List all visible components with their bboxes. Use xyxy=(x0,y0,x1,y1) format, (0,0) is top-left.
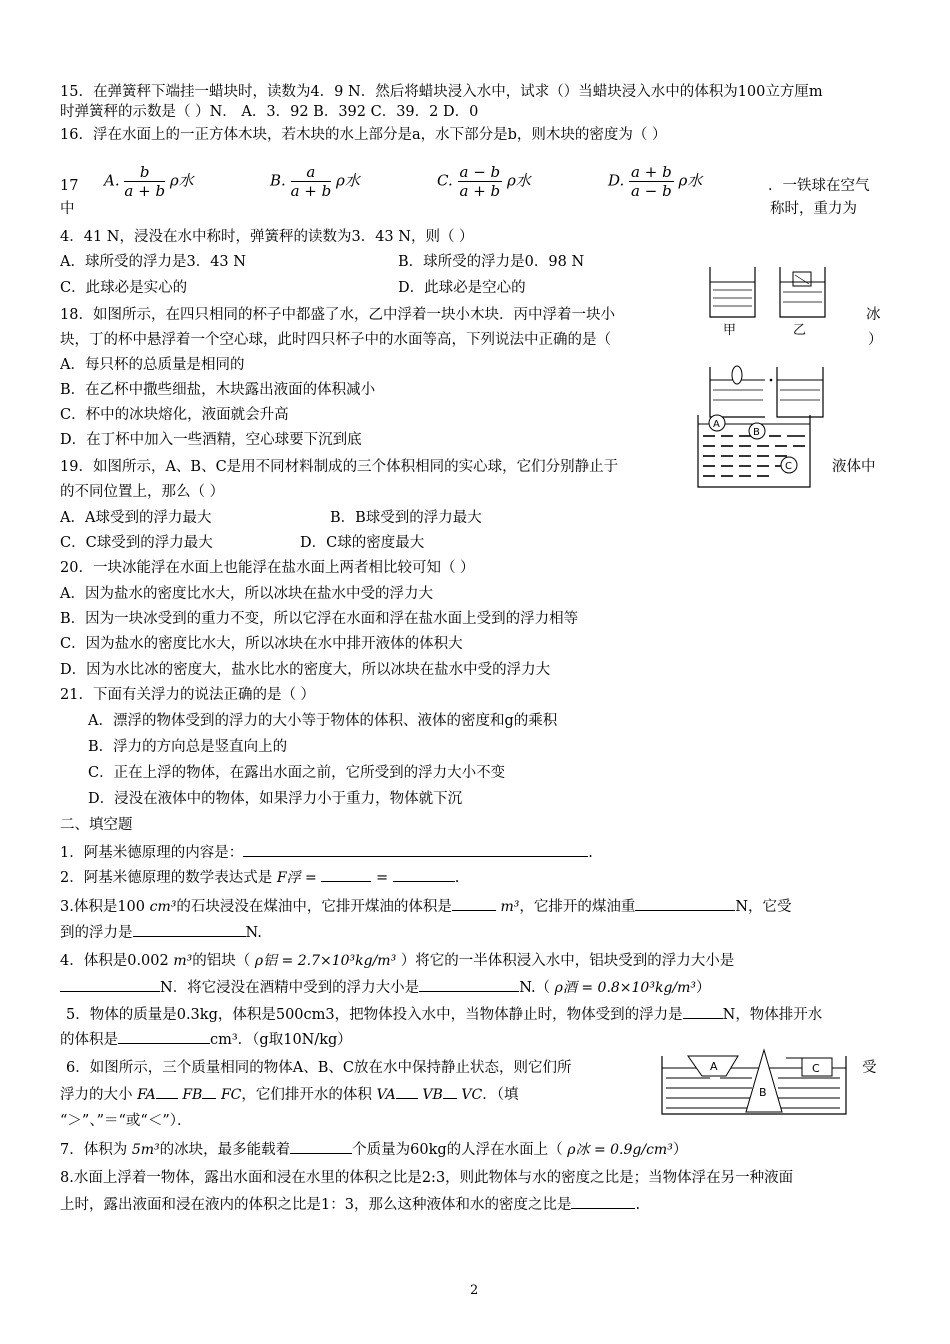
fig-label-yi: 乙 xyxy=(793,323,807,338)
q17-opt-a: A．球所受的浮力是3．43 N xyxy=(60,254,246,270)
option-d-label: D. xyxy=(608,171,625,190)
option-a-den: a + b xyxy=(124,182,166,200)
fill-5-blank-2[interactable] xyxy=(118,1029,210,1044)
fill-4-line2a: N．将它浸没在酒精中受到的浮力大小是 xyxy=(160,980,420,996)
three-objects-figure xyxy=(660,1048,850,1118)
q19-opt-c: C．C球受到的浮力最大 xyxy=(60,535,213,551)
fill-3-line2a: 到的浮力是 xyxy=(60,925,133,941)
fill-6-line1: 6．如图所示，三个质量相同的物体A、B、C放在水中保持静止状态，则它们所 xyxy=(66,1060,572,1076)
option-c-formula xyxy=(437,163,531,200)
q18-opt-b: B．在乙杯中撒些细盐，木块露出液面的体积减小 xyxy=(60,382,376,398)
object-b-label: B xyxy=(759,1086,767,1099)
q20-opt-b: B．因为一块冰受到的重力不变，所以它浮在水面和浮在盐水面上受到的浮力相等 xyxy=(60,611,579,627)
q21-opt-a: A．漂浮的物体受到的浮力的大小等于物体的体积、液体的密度和g的乘积 xyxy=(88,713,558,729)
q21-opt-c: C．正在上浮的物体，在露出水面之前，它所受到的浮力大小不变 xyxy=(88,765,506,781)
fill-3-blank-1[interactable] xyxy=(452,896,496,911)
object-a-label: A xyxy=(710,1060,718,1073)
option-b-formula xyxy=(270,163,360,200)
fill-2-eq: = xyxy=(375,870,389,886)
q15-line2: 时弹簧秤的示数是（ ）N． A．3．92 B．392 C．39．2 D．0 xyxy=(60,104,479,120)
q18-opt-a: A．每只杯的总质量是相同的 xyxy=(60,357,245,373)
q18-line2-tail: ） xyxy=(868,332,883,348)
option-d-formula xyxy=(608,163,702,200)
fill-6-blank-4[interactable] xyxy=(443,1084,457,1099)
fill-5-line2 xyxy=(60,1029,352,1050)
option-a-label: A. xyxy=(104,171,120,190)
fill-5-line2b: cm³．（g取10N/kg） xyxy=(210,1032,352,1048)
force-b: FB xyxy=(182,1087,203,1103)
option-b-den: a + b xyxy=(290,182,332,200)
cup-bing xyxy=(710,366,765,417)
balls-tank-figure xyxy=(695,412,815,490)
object-b-icon xyxy=(746,1050,782,1112)
q18-line2: 块，丁的杯中悬浮着一个空心球，此时四只杯子中的水面等高，下列说法中正确的是（ xyxy=(60,332,611,348)
fill-4-line2c: ） xyxy=(696,980,711,996)
q20-line1: 20．一块冰能浮在水面上也能浮在盐水面上两者相比较可知（ ） xyxy=(60,560,475,576)
rho-water: ρ水 xyxy=(506,171,531,190)
section-2-title: 二、填空题 xyxy=(60,817,133,833)
q20-opt-d: D．因为水比冰的密度大，盐水比水的密度大，所以冰块在盐水中受的浮力大 xyxy=(60,662,551,678)
page-number: 2 xyxy=(470,1283,479,1298)
fill-3-part4: N，它受 xyxy=(735,899,792,915)
volume-c: VC xyxy=(461,1087,483,1103)
option-c-label: C. xyxy=(437,171,453,190)
ball-b-label: B xyxy=(753,427,760,438)
option-a-num: b xyxy=(124,163,165,182)
q17-tail2: 称时，重力为 xyxy=(770,201,857,217)
fill-6-line2 xyxy=(60,1084,518,1105)
option-a-formula xyxy=(104,163,194,200)
fill-7-part3: 个质量为60kg的人浮在水面上（ xyxy=(352,1142,563,1158)
fill-1-text: 1．阿基米德原理的内容是： xyxy=(60,845,244,861)
fill-6-line3: “＞”、”＝“或“＜”）． xyxy=(60,1113,192,1129)
fill-5-line1 xyxy=(66,1004,822,1025)
q20-opt-c: C．因为盐水的密度比水大，所以冰块在水中排开液体的体积大 xyxy=(60,636,463,652)
q17-tail1: ．一铁球在空气 xyxy=(768,178,870,194)
fill-2-blank-1[interactable] xyxy=(321,867,371,882)
fill-4-line1 xyxy=(60,951,734,971)
fill-3-part3: ，它排开的煤油重 xyxy=(519,899,636,915)
option-b-label: B. xyxy=(270,171,286,190)
force-a: FA xyxy=(137,1087,156,1103)
fill-3-line2b: N. xyxy=(245,925,262,941)
fill-7-blank[interactable] xyxy=(290,1139,352,1154)
option-b-num: a xyxy=(291,163,332,182)
q17-opt-b: B．球所受的浮力是0．98 N xyxy=(398,254,585,270)
fill-8-line2a: 上时，露出液面和浸在液内的体积之比是1：3，那么这种液体和水的密度之比是 xyxy=(60,1197,572,1213)
fill-8-line2b: . xyxy=(635,1197,641,1213)
fill-4-line2b: N.（ xyxy=(519,980,551,996)
fill-6-blank-2[interactable] xyxy=(202,1084,216,1099)
q17-opt-d: D．此球必是空心的 xyxy=(398,280,526,296)
fill-2-blank-2[interactable] xyxy=(393,867,455,882)
q19-opt-b: B．B球受到的浮力最大 xyxy=(330,510,482,526)
fill-4-part1: 4．体积是0.002 xyxy=(60,953,169,969)
buoyancy-formula: F浮 = xyxy=(276,870,317,886)
fill-4-blank-2[interactable] xyxy=(419,977,519,992)
fill-2 xyxy=(60,867,459,888)
fill-8-blank[interactable] xyxy=(571,1194,635,1209)
q17-prefix2: 中 xyxy=(60,201,75,217)
rho-water: ρ水 xyxy=(678,171,703,190)
fill-4-part2: 的铝块（ xyxy=(192,953,251,969)
fill-3-part2: 的石块浸没在煤油中，它排开煤油的体积是 xyxy=(176,899,452,915)
unit-m3: m³ xyxy=(173,953,193,969)
fill-2-text: 2．阿基米德原理的数学表达式是 xyxy=(60,870,273,886)
q19-line1-tail: 液体中 xyxy=(832,459,876,475)
four-cups-figure xyxy=(705,262,830,422)
q21-opt-d: D．浸没在液体中的物体，如果浮力小于重力，物体就下沉 xyxy=(88,791,463,807)
fill-8-line2 xyxy=(60,1194,640,1215)
q21-line1: 21．下面有关浮力的说法正确的是（ ） xyxy=(60,687,316,703)
fill-1-end: . xyxy=(588,845,593,861)
cup-ding xyxy=(777,367,823,417)
q19-line1: 19．如图所示，A、B、C是用不同材料制成的三个体积相同的实心球，它们分别静止于 xyxy=(60,459,619,475)
q16-line1: 16．浮在水面上的一正方体木块，若木块的水上部分是a，水下部分是b，则木块的密度为（ ） xyxy=(60,127,667,143)
fill-5-blank-1[interactable] xyxy=(683,1004,723,1019)
fill-5-line1b: N，物体排开水 xyxy=(722,1007,823,1023)
fill-6-line1-tail: 受 xyxy=(862,1060,877,1076)
option-c-num: a − b xyxy=(459,163,501,181)
option-d-den: a − b xyxy=(631,182,672,200)
fill-4-blank-1[interactable] xyxy=(60,977,160,992)
ice-volume: 5m³ xyxy=(131,1142,160,1158)
fig-label-jia: 甲 xyxy=(723,323,737,338)
volume-a: VA xyxy=(376,1087,396,1103)
fill-6-line2c: ．（填 xyxy=(482,1087,519,1103)
fill-7-part1: 7．体积为 xyxy=(60,1142,128,1158)
q18-line1-tail: 冰 xyxy=(866,307,881,323)
option-d-num: a + b xyxy=(631,163,672,181)
fill-1 xyxy=(60,842,593,863)
rho-alcohol: ρ酒 = 0.8×10³kg/m³ xyxy=(554,980,697,996)
q18-opt-c: C．杯中的冰块熔化，液面就会升高 xyxy=(60,407,289,423)
ball-a-label: A xyxy=(713,419,720,430)
q18-opt-d: D．在丁杯中加入一些酒精，空心球要下沉到底 xyxy=(60,432,362,448)
fill-3-line2 xyxy=(60,922,262,943)
fill-4-part3: ）将它的一半体积浸入水中，铝块受到的浮力大小是 xyxy=(400,953,735,969)
q17-line1: 4．41 N，浸没在水中称时，弹簧秤的读数为3．43 N，则（ ） xyxy=(60,229,474,245)
fill-6-line2b: ，它们排开水的体积 xyxy=(241,1087,372,1103)
fill-7-part2: 的冰块，最多能载着 xyxy=(159,1142,291,1158)
option-c-den: a + b xyxy=(459,182,501,200)
fill-3-line1 xyxy=(60,896,792,917)
fill-3-blank-3[interactable] xyxy=(133,922,246,937)
rho-ice: ρ冰 = 0.9g/cm³ xyxy=(567,1142,673,1158)
q19-opt-a: A．A球受到的浮力最大 xyxy=(60,510,212,526)
q20-opt-a: A．因为盐水的密度比水大，所以冰块在盐水中受的浮力大 xyxy=(60,586,433,602)
q18-line1: 18．如图所示，在四只相同的杯子中都盛了水，乙中浮着一块小木块．丙中浮着一块小 xyxy=(60,307,615,323)
q19-opt-d: D．C球的密度最大 xyxy=(300,535,425,551)
fill-5-line1-text: 5．物体的质量是0.3kg，体积是500cm3，把物体投入水中，当物体静止时，物体受到的浮力是 xyxy=(66,1007,683,1023)
q17-prefix: 17 xyxy=(60,178,79,194)
fill-4-line2 xyxy=(60,977,711,998)
force-c: FC xyxy=(220,1087,242,1103)
fill-8-line1: 8.水面上浮着一物体，露出水面和浸在水里的体积之比是2:3，则此物体与水的密度之比是；当物体浮在另一种液面 xyxy=(60,1170,794,1186)
rho-water: ρ水 xyxy=(169,171,194,190)
q17-opt-c: C．此球必是实心的 xyxy=(60,280,188,296)
rho-aluminum: ρ铝 = 2.7×10³kg/m³ xyxy=(254,953,397,969)
cup-jia xyxy=(710,267,755,317)
fill-6-line2a: 浮力的大小 xyxy=(60,1087,133,1103)
fill-3-blank-2[interactable] xyxy=(635,896,735,911)
fill-1-blank[interactable] xyxy=(243,842,588,857)
cup-yi xyxy=(780,267,825,317)
ball-c-label: C xyxy=(785,461,792,472)
q15-line1: 15．在弹簧秤下端挂一蜡块时，读数为4．9 N．然后将蜡块浸入水中，试求（）当蜡块浸入水中的体积为100立方厘m xyxy=(60,84,823,100)
volume-b: VB xyxy=(422,1087,443,1103)
unit-m3: m³ xyxy=(500,899,520,915)
unit-cm3: cm³ xyxy=(149,899,177,915)
fill-2-end: . xyxy=(454,870,460,886)
fill-7 xyxy=(60,1139,687,1160)
fill-3-part1: 3.体积是100 xyxy=(60,899,146,915)
fill-5-line2a: 的体积是 xyxy=(60,1032,118,1048)
rho-water: ρ水 xyxy=(336,171,360,190)
fill-6-blank-1[interactable] xyxy=(156,1084,178,1099)
fill-7-part4: ） xyxy=(672,1142,688,1158)
fill-6-blank-3[interactable] xyxy=(396,1084,418,1099)
ice-icon xyxy=(732,366,742,384)
object-c-label: C xyxy=(812,1062,820,1075)
q19-line2: 的不同位置上，那么（ ） xyxy=(60,484,225,500)
q21-opt-b: B．浮力的方向总是竖直向上的 xyxy=(88,739,288,755)
